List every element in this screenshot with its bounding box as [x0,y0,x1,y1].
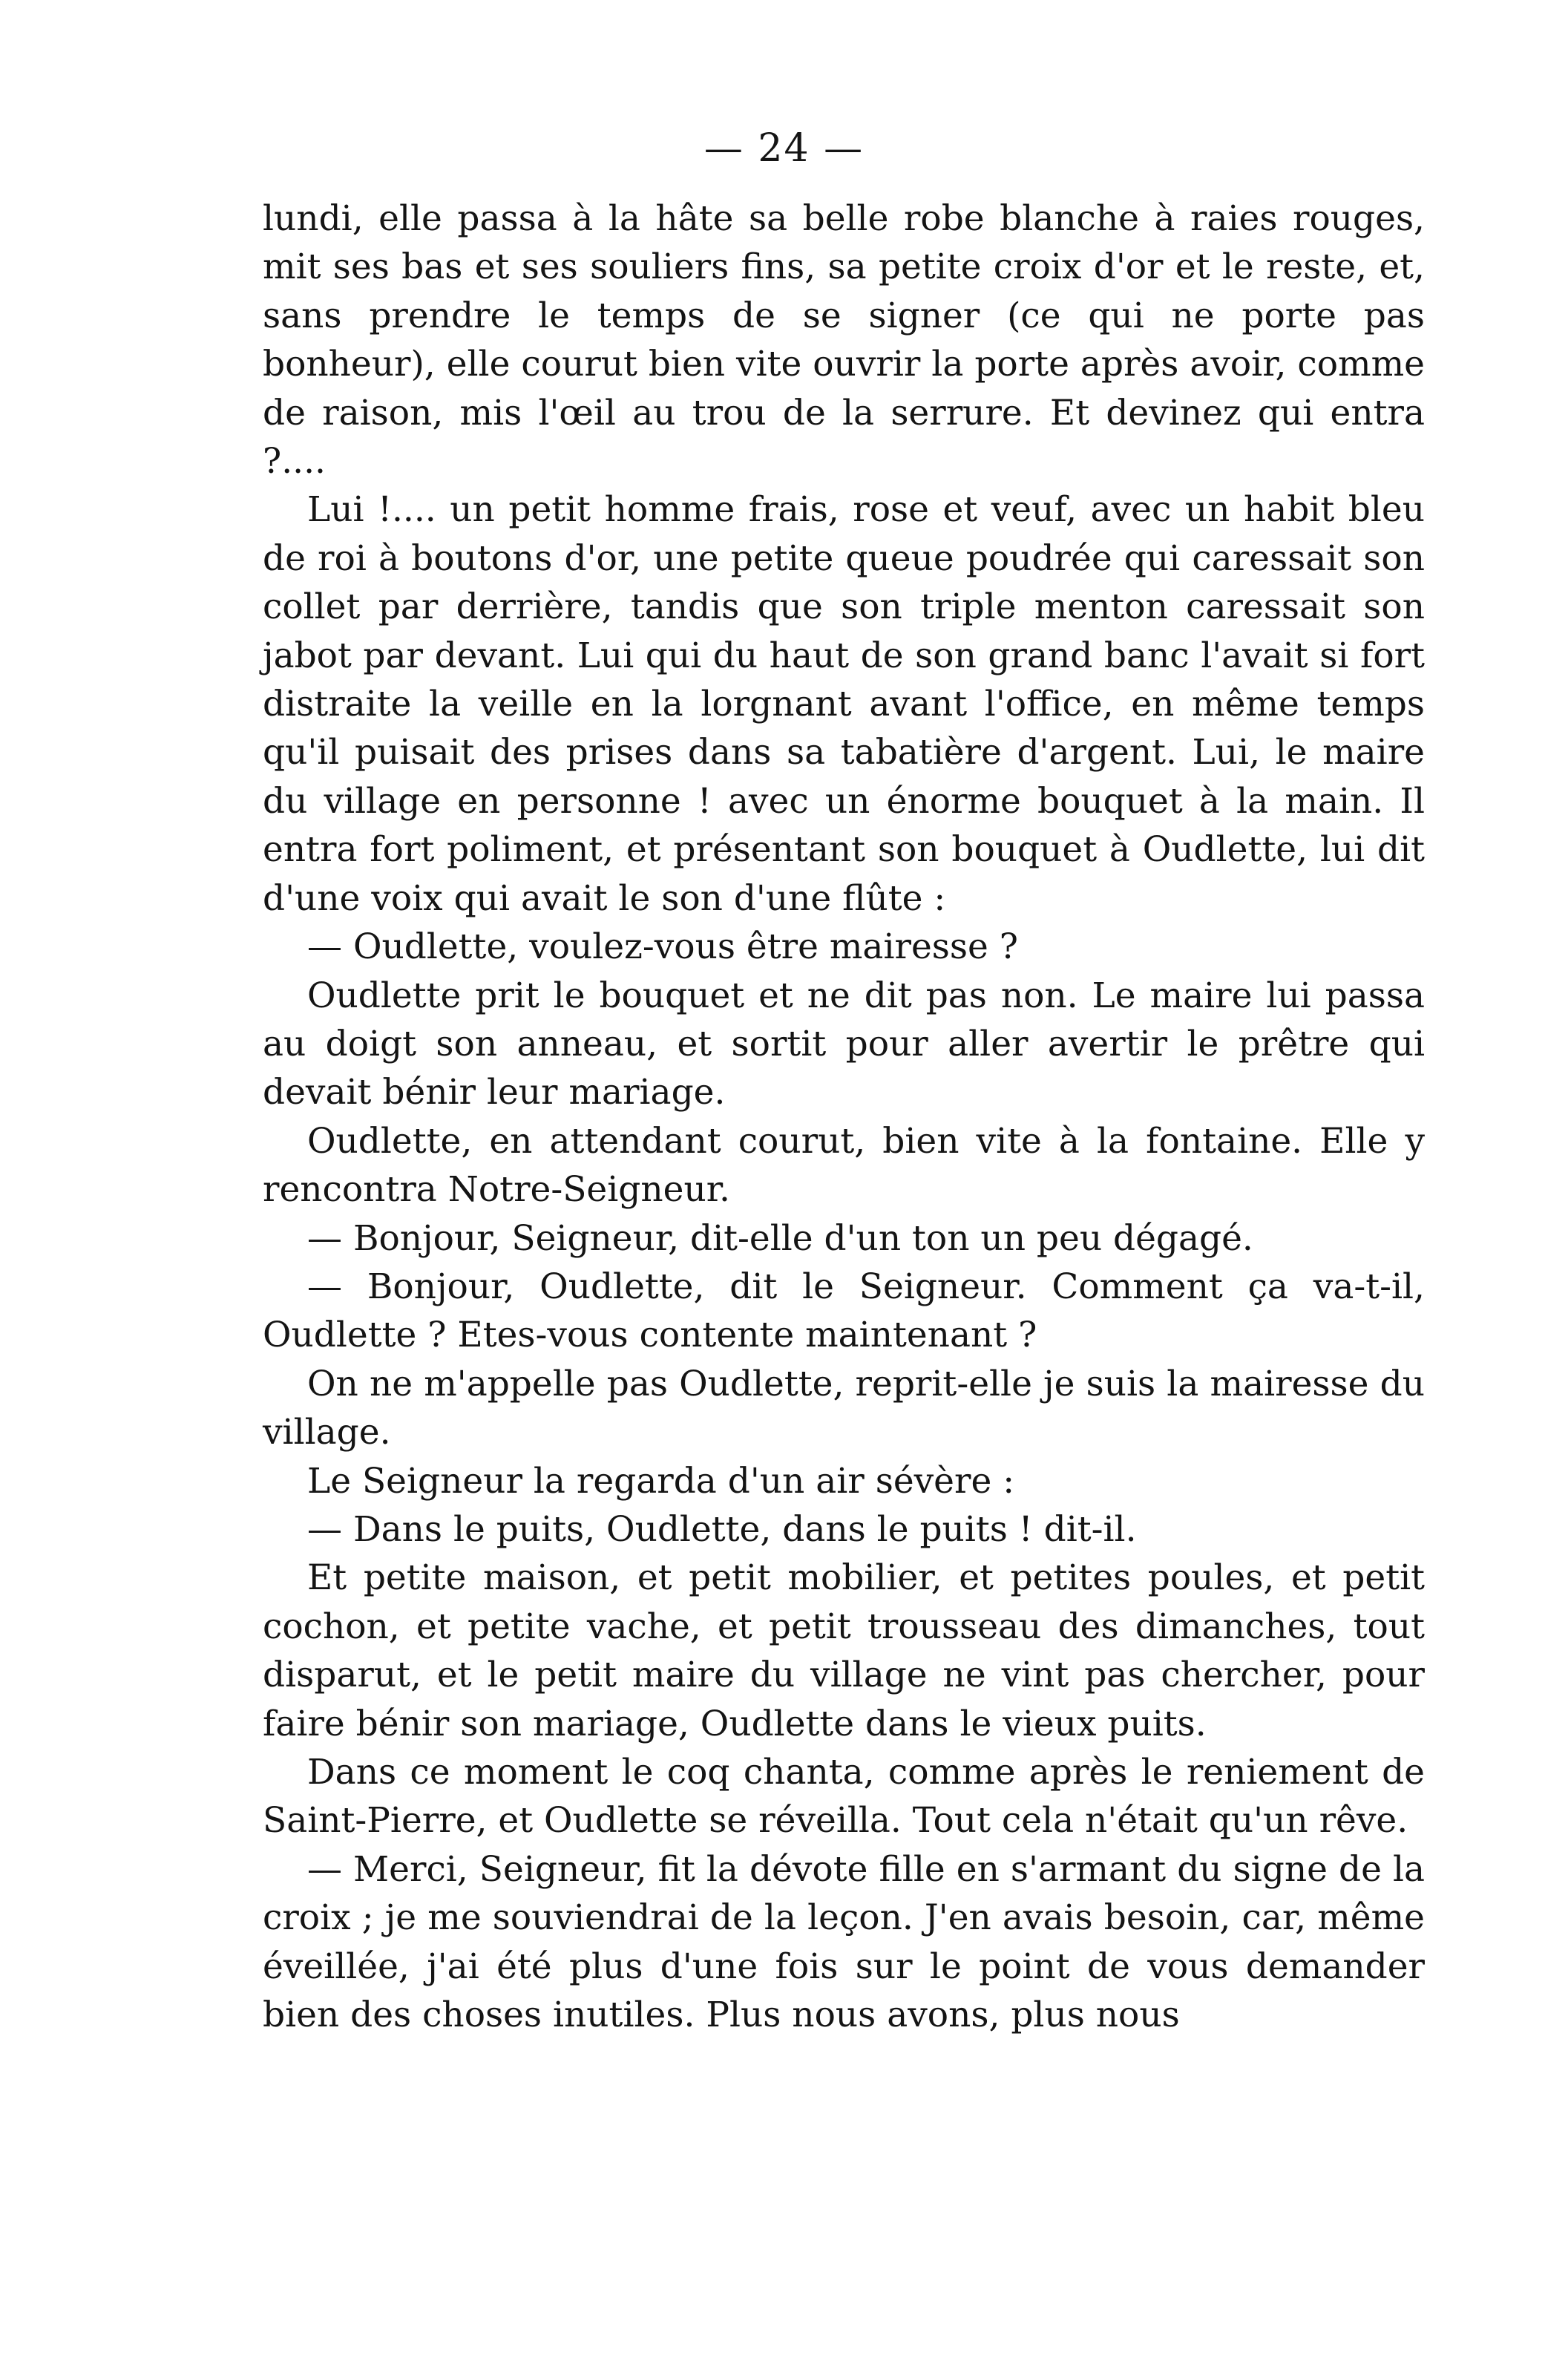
paragraph: — Merci, Seigneur, fit la dévote fille en s'armant du signe de la croix ; je me souviendrai de la leçon. J'en avais besoin, car, même éveillée, j'ai été plus d'une fois sur le point de vous demander bien des choses inutiles. Plus nous avons, plus nous [263,1848,1425,2036]
paragraph: Dans ce moment le coq chanta, comme après le reniement de Saint-Pierre, et Oudlette se réveilla. Tout cela n'était qu'un rêve. [263,1752,1425,1842]
paragraph: Lui !.... un petit homme frais, rose et veuf, avec un habit bleu de roi à boutons d'or, une petite queue poudrée qui caressait son collet par derrière, tandis que son triple menton caressait son jabot par devant. Lui qui du haut de son grand banc l'avait si fort distraite la veille en la lorgnant avant l'office, en même temps qu'il puisait des prises dans sa tabatière d'argent. Lui, le maire du village en personne ! avec un énorme bouquet à la main. Il entra fort poliment, et présentant son bouquet à Oudlette, lui dit d'une voix qui avait le son d'une flûte : [263,489,1425,919]
paragraph: — Dans le puits, Oudlette, dans le puits ! dit-il. [307,1508,1137,1550]
paragraph: Oudlette, en attendant courut, bien vite à la fontaine. Elle y rencontra Notre-Seigneur. [263,1120,1425,1211]
paragraph: On ne m'appelle pas Oudlette, reprit-elle je suis la mairesse du village. [263,1363,1425,1453]
page-number: — 24 — [703,126,865,171]
paragraph: Et petite maison, et petit mobilier, et petites poules, et petit cochon, et petite vache, et petit trousseau des dimanches, tout disparut, et le petit maire du village ne vint pas chercher, pour faire bénir son mariage, Oudlette dans le vieux puits. [263,1557,1425,1744]
body-text [263,194,1425,2039]
paragraph: Oudlette prit le bouquet et ne dit pas non. Le maire lui passa au doigt son anneau, et sortit pour aller avertir le prêtre qui devait bénir leur mariage. [263,975,1425,1113]
paragraph: — Oudlette, voulez-vous être mairesse ? [307,926,1018,968]
paragraph: Le Seigneur la regarda d'un air sévère : [307,1460,1015,1502]
paragraph: — Bonjour, Seigneur, dit-elle d'un ton un peu dégagé. [307,1217,1253,1259]
paragraph: lundi, elle passa à la hâte sa belle robe blanche à raies rouges, mit ses bas et ses souliers fins, sa petite croix d'or et le reste, et, sans prendre le temps de se signer (ce qui ne porte pas bonheur), elle courut bien vite ouvrir la porte après avoir, comme de raison, mis l'œil au trou de la serrure. Et devinez qui entra ?.... [263,198,1425,482]
paragraph: — Bonjour, Oudlette, dit le Seigneur. Comment ça va-t-il, Oudlette ? Etes-vous contente maintenant ? [263,1266,1425,1356]
